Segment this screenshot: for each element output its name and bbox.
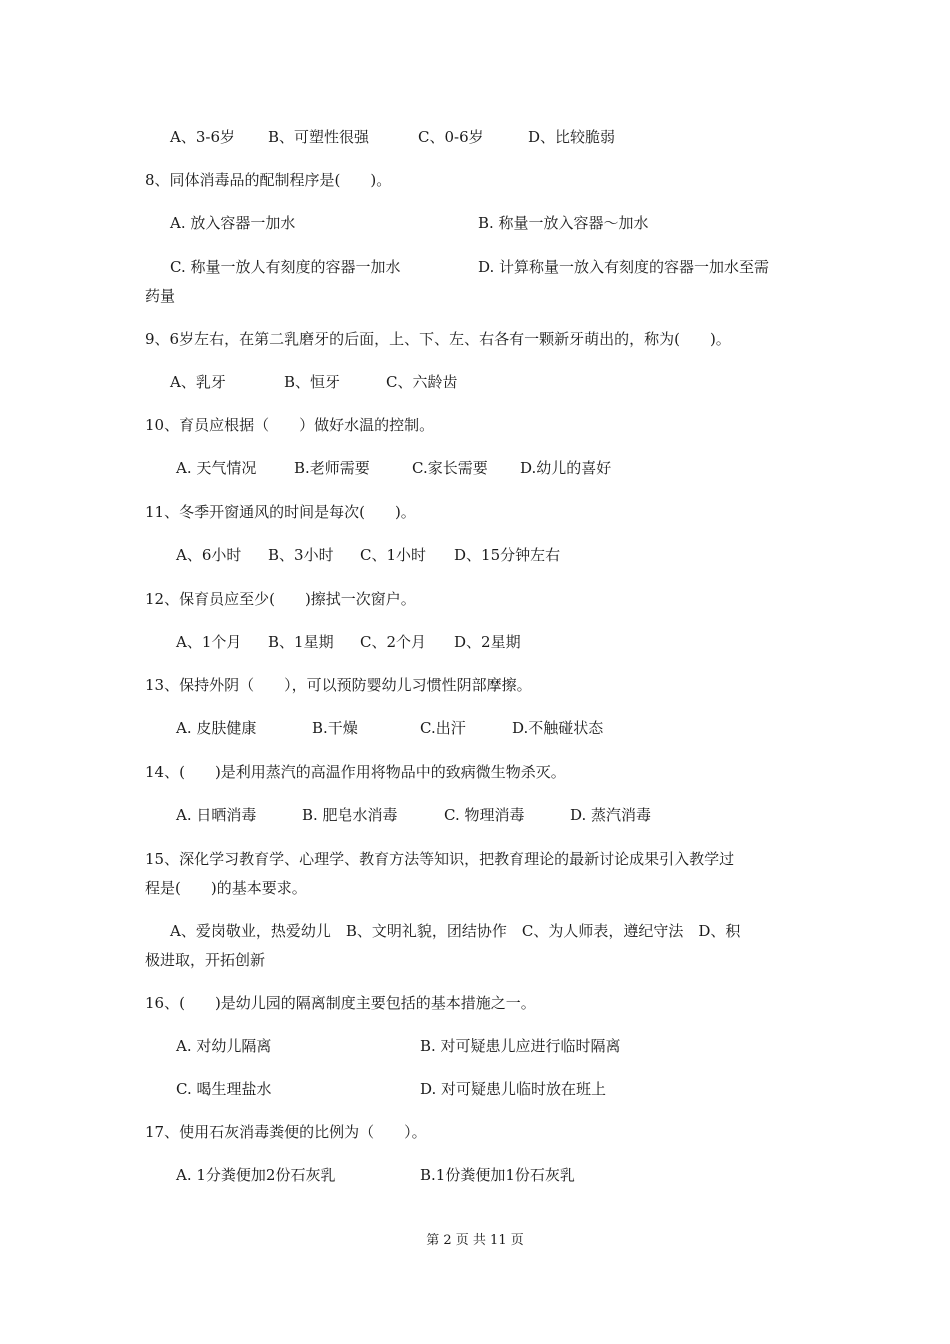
q11-option-a: A、6小时 bbox=[176, 546, 242, 564]
q8-question: 8、同体消毒品的配制程序是( )。 bbox=[145, 171, 392, 189]
q14-question: 14、( )是利用蒸汽的高温作用将物品中的致病微生物杀灭。 bbox=[145, 763, 566, 781]
q10-option-c: C.家长需要 bbox=[412, 459, 488, 477]
q8-option-b: B. 称量一放入容器～加水 bbox=[478, 214, 649, 232]
q13-question: 13、保持外阴（ ），可以预防婴幼儿习惯性阴部摩擦。 bbox=[145, 676, 532, 694]
q7-option-b: B、可塑性很强 bbox=[268, 128, 370, 146]
q16-option-a: A. 对幼儿隔离 bbox=[176, 1037, 272, 1055]
q16-option-b: B. 对可疑患儿应进行临时隔离 bbox=[420, 1037, 621, 1055]
q10-question: 10、育员应根据（ ）做好水温的控制。 bbox=[145, 416, 435, 434]
q9-option-c: C、六龄齿 bbox=[386, 373, 458, 391]
page-footer: 第 2 页 共 11 页 bbox=[426, 1233, 524, 1248]
q7-option-a: A、3-6岁 bbox=[170, 128, 235, 146]
q12-option-a: A、1个月 bbox=[176, 633, 242, 651]
q16-option-d: D. 对可疑患儿临时放在班上 bbox=[420, 1080, 607, 1098]
q13-option-d: D.不触碰状态 bbox=[512, 719, 604, 737]
q7-option-d: D、比较脆弱 bbox=[528, 128, 616, 146]
q15-question-continued: 程是( )的基本要求。 bbox=[145, 879, 307, 897]
q17-option-b: B.1份粪便加1份石灰乳 bbox=[420, 1166, 575, 1184]
q14-option-c: C. 物理消毒 bbox=[444, 806, 525, 824]
q12-question: 12、保育员应至少( )擦拭一次窗户。 bbox=[145, 590, 416, 608]
q11-option-c: C、1小时 bbox=[360, 546, 427, 564]
q14-option-d: D. 蒸汽消毒 bbox=[570, 806, 652, 824]
q11-question: 11、冬季开窗通风的时间是每次( )。 bbox=[145, 503, 416, 521]
q13-option-c: C.出汗 bbox=[420, 719, 466, 737]
q11-option-d: D、15分钟左右 bbox=[454, 546, 561, 564]
q16-question: 16、( )是幼儿园的隔离制度主要包括的基本措施之一。 bbox=[145, 994, 536, 1012]
q12-option-d: D、2星期 bbox=[454, 633, 521, 651]
q8-option-d: D. 计算称量一放入有刻度的容器一加水至需 bbox=[478, 258, 770, 276]
q17-option-a: A. 1分粪便加2份石灰乳 bbox=[176, 1166, 336, 1184]
q12-option-b: B、1星期 bbox=[268, 633, 334, 651]
q15-question: 15、深化学习教育学、心理学、教育方法等知识，把教育理论的最新讨论成果引入教学过 bbox=[145, 850, 735, 868]
q15-options-continued: 极进取，开拓创新 bbox=[145, 951, 266, 969]
q7-option-c: C、0-6岁 bbox=[418, 128, 484, 146]
q13-option-a: A. 皮肤健康 bbox=[176, 719, 257, 737]
q13-option-b: B.干燥 bbox=[312, 719, 358, 737]
q16-option-c: C. 喝生理盐水 bbox=[176, 1080, 272, 1098]
q9-option-b: B、恒牙 bbox=[284, 373, 341, 391]
q10-option-b: B.老师需要 bbox=[294, 459, 370, 477]
q10-option-a: A. 天气情况 bbox=[176, 459, 257, 477]
q8-option-a: A. 放入容器一加水 bbox=[170, 214, 296, 232]
q10-option-d: D.幼儿的喜好 bbox=[520, 459, 612, 477]
q11-option-b: B、3小时 bbox=[268, 546, 334, 564]
q14-option-b: B. 肥皂水消毒 bbox=[302, 806, 398, 824]
q14-option-a: A. 日晒消毒 bbox=[176, 806, 257, 824]
q9-option-a: A、乳牙 bbox=[170, 373, 226, 391]
q9-question: 9、6岁左右，在第二乳磨牙的后面，上、下、左、右各有一颗新牙萌出的，称为( )。 bbox=[145, 330, 731, 348]
q8-option-c: C. 称量一放人有刻度的容器一加水 bbox=[170, 258, 401, 276]
q17-question: 17、使用石灰消毒粪便的比例为（ ）。 bbox=[145, 1123, 427, 1141]
q12-option-c: C、2个月 bbox=[360, 633, 427, 651]
q15-options: A、爱岗敬业，热爱幼儿 B、文明礼貌，团结协作 C、为人师表，遵纪守法 D、积 bbox=[170, 922, 741, 940]
q8-option-d-continued: 药量 bbox=[145, 287, 176, 305]
